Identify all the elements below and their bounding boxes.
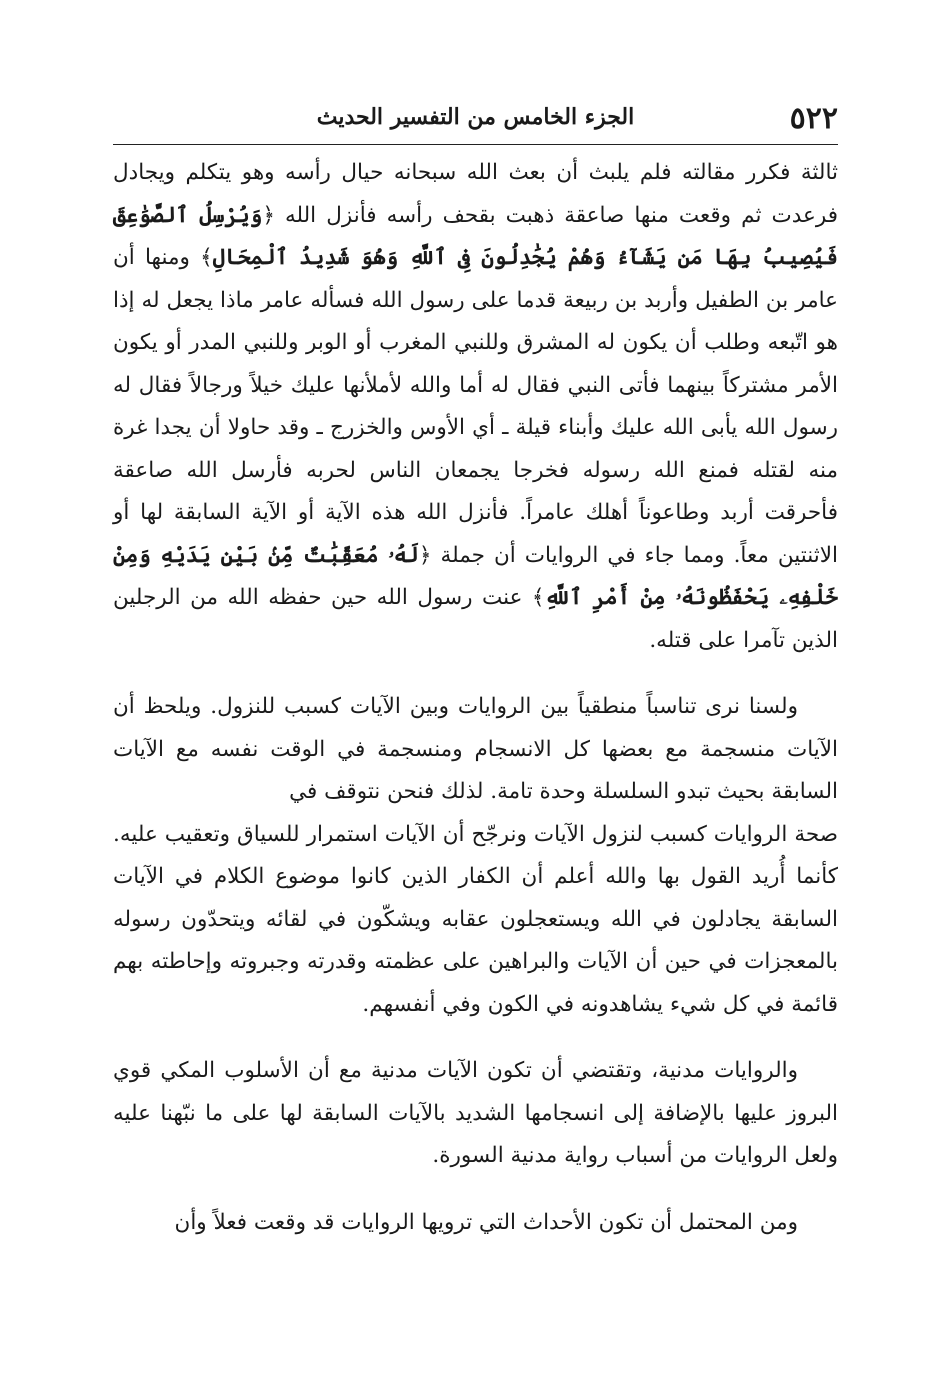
running-title: الجزء الخامس من التفسير الحديث (316, 104, 635, 130)
paragraph-2: ولسنا نرى تناسباً منطقياً بين الروايات وبين الآيات كسبب للنزول. ويلحظ أن الآيات منسجمة مع بعضها كل الانسجام ومنسجمة في الوقت نفسه مع الآيات السابقة بحيث تبدو السلسلة وحدة تامة. لذلك فنحن نتوقف في (113, 694, 838, 804)
paragraph-1-text-b: ﴾ ومنها أن عامر بن الطفيل وأربد بن ربيعة قدما على رسول الله فسأله عامر ماذا يجعل له إذا هو اتّبعه وطلب أن يكون له المشرق وللنبي المغرب أو الوبر وللنبي المدر أو يكون الأمر مشتركاً بينهما فأتى النبي فقال له أما والله لأملأنها عليك خيلاً ورجالاً فقال له رسول الله يأبى الله عليك وأبناء قيلة ـ أي الأوس والخزرج ـ وقد حاولا أن يجدا غرة منه لقتله فمنع الله رسوله فخرجا يجمعان الناس لحربه فأرسل الله صاعقة فأحرقت أربد وطاعوناً أهلك عامراً. فأنزل الله هذه الآية أو الآية السابقة لها أو الاثنتين معاً. ومما جاء في الروايات أن جملة ﴿ (113, 245, 838, 568)
paragraph-1-text-c: ﴾ عنت رسول الله حين حفظه الله من الرجلين الذين تآمرا على قتله. (113, 585, 838, 653)
quran-verse-1: وَيُرْسِلُ ٱلصَّوَٰعِقَ فَيُصِيبُ بِهَا مَن يَشَآءُ وَهُمْ يُجَٰدِلُونَ فِى ٱللَّهِ وَهُوَ شَدِيدُ ٱلْمِحَالِ (113, 202, 838, 270)
paragraph-1-text-a: ثالثة فكرر مقالته فلم يلبث أن بعث الله سبحانه حيال رأسه وهو يتكلم ويجادل فرعدت ثم وقعت منها صاعقة ذهبت بقحف رأسه فأنزل الله ﴿ (113, 160, 838, 228)
paragraph-4: والروايات مدنية، وتقتضي أن تكون الآيات مدنية مع أن الأسلوب المكي قوي البروز عليها بالإضافة إلى انسجامها الشديد بالآيات السابقة لها على ما نبّهنا عليه ولعل الروايات من أسباب رواية مدنية السورة. (113, 1058, 838, 1168)
page-number: ٥٢٢ (789, 101, 838, 136)
paragraph-3: صحة الروايات كسبب لنزول الآيات ونرجّح أن الآيات استمرار للسياق وتعقيب عليه. كأنما أُريد القول بها والله أعلم أن الكفار الذين كانوا موضوع الكلام في الآيات السابقة يجادلون في الله ويستعجلون عقابه ويشكّون في لقائه ويتحدّون رسوله بالمعجزات في حين أن الآيات والبراهين على عظمته وقدرته وجبروته وإحاطته بهم قائمة في كل شيء يشاهدونه في الكون وفي أنفسهم. (113, 821, 838, 1017)
paragraph-5: ومن المحتمل أن تكون الأحداث التي ترويها الروايات قد وقعت فعلاً وأن (174, 1209, 798, 1235)
quran-verse-2: لَهُۥ مُعَقِّبَٰتٌ مِّنۢ بَيْنِ يَدَيْهِ وَمِنْ خَلْفِهِۦ يَحْفَظُونَهُۥ مِنْ أَمْرِ ٱللَّهِ (113, 542, 839, 610)
page-body (113, 152, 838, 1244)
page-header (113, 96, 838, 145)
paragraph-1 (113, 152, 838, 662)
